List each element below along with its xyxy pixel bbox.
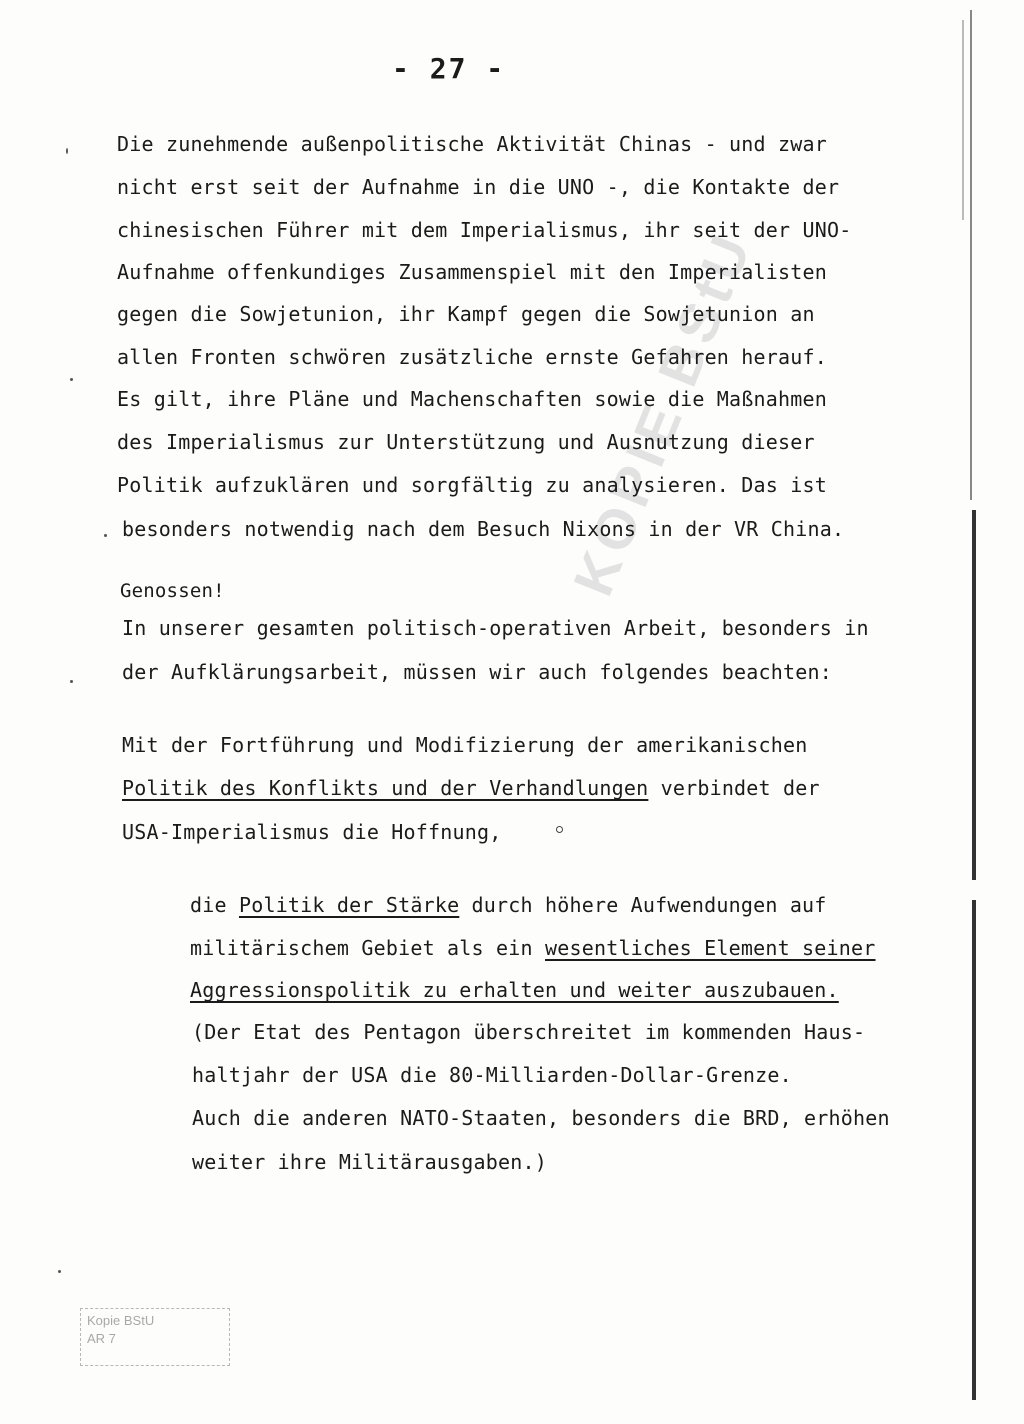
speck — [104, 534, 107, 537]
speck — [70, 378, 73, 381]
indented-line: (Der Etat des Pentagon überschreitet im kommenden Haus- — [192, 1020, 866, 1044]
underlined-phrase: Politik des Konflikts und der Verhandlungen — [122, 776, 649, 800]
paragraph-line: Politik aufzuklären und sorgfältig zu analysieren. Das ist — [117, 473, 827, 497]
paragraph-line: Aufnahme offenkundiges Zusammenspiel mit den Imperialisten — [117, 260, 827, 284]
scan-line — [970, 10, 972, 500]
salutation: Genossen! — [120, 580, 225, 602]
scan-line — [972, 900, 976, 1400]
scan-line — [972, 510, 976, 880]
paragraph-line: Es gilt, ihre Pläne und Machenschaften sowie die Maßnahmen — [117, 387, 827, 411]
page-number: - 27 - — [392, 52, 506, 85]
speck — [66, 148, 68, 154]
line-text: verbindet der — [648, 776, 820, 800]
underlined-phrase: wesentliches Element seiner — [545, 936, 876, 960]
line-text: die — [190, 893, 239, 917]
scan-edge-artifacts — [958, 0, 988, 1424]
underlined-phrase: Politik der Stärke — [238, 893, 460, 917]
indented-line — [190, 978, 839, 1002]
stamp-line: Kopie BStU — [87, 1313, 155, 1328]
paragraph-line: chinesischen Führer mit dem Imperialismus, ihr seit der UNO- — [117, 218, 852, 242]
indented-line — [190, 893, 827, 917]
paragraph-line: Die zunehmende außenpolitische Aktivität Chinas - und zwar — [117, 132, 827, 156]
line-text: durch höhere Aufwendungen auf — [459, 893, 827, 917]
archive-stamp — [80, 1308, 230, 1366]
speck — [556, 826, 563, 833]
indented-line: Auch die anderen NATO-Staaten, besonders die BRD, erhöhen — [192, 1106, 890, 1130]
paragraph-line: gegen die Sowjetunion, ihr Kampf gegen die Sowjetunion an — [117, 302, 815, 326]
paragraph-line: besonders notwendig nach dem Besuch Nixons in der VR China. — [122, 517, 845, 541]
paragraph-line: allen Fronten schwören zusätzliche ernste Gefahren herauf. — [117, 345, 827, 369]
paragraph-line: des Imperialismus zur Unterstützung und Ausnutzung dieser — [117, 430, 815, 454]
speck — [70, 680, 73, 683]
paragraph-line: USA-Imperialismus die Hoffnung, — [122, 820, 502, 844]
paragraph-line: der Aufklärungsarbeit, müssen wir auch folgendes beachten: — [122, 660, 832, 684]
watermark: KOPIE BStU — [560, 221, 765, 604]
underlined-phrase: Aggressionspolitik zu erhalten und weiter auszubauen. — [190, 978, 839, 1002]
stamp-line: AR 7 — [87, 1331, 116, 1346]
scan-line — [962, 20, 964, 220]
line-text: militärischem Gebiet als ein — [190, 936, 545, 960]
indented-line: haltjahr der USA die 80-Milliarden-Dollar-Grenze. — [192, 1063, 792, 1087]
indented-line — [190, 936, 876, 960]
indented-line: weiter ihre Militärausgaben.) — [192, 1150, 547, 1174]
speck — [58, 1270, 61, 1273]
paragraph-line: nicht erst seit der Aufnahme in die UNO -, die Kontakte der — [117, 175, 840, 199]
paragraph-line — [122, 776, 820, 800]
paragraph-line: Mit der Fortführung und Modifizierung der amerikanischen — [122, 733, 808, 757]
paragraph-line: In unserer gesamten politisch-operativen Arbeit, besonders in — [122, 616, 869, 640]
